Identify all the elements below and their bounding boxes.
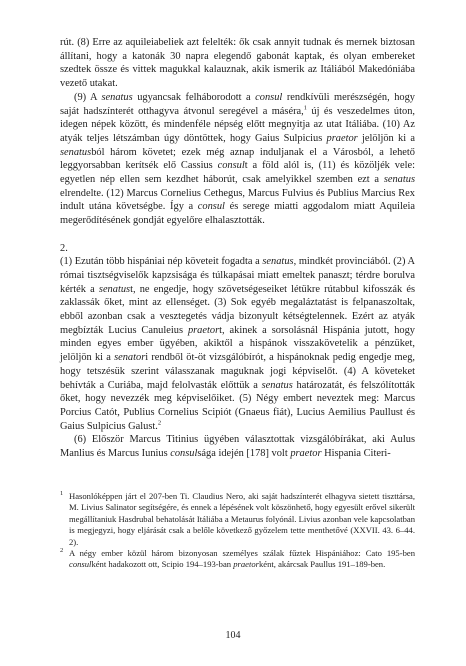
section-gap bbox=[60, 228, 415, 242]
footnote-text: A négy ember közül három bizonyosan személyes szálak fűztek Hispániához: Cato 195-ben consulként hadakozott ott, Scipio 194–193-ban praetorként, akárcsak Paullus 191–189-ben. bbox=[69, 548, 415, 570]
italic-term: consul bbox=[197, 201, 225, 213]
italic-term: senator bbox=[114, 352, 146, 364]
main-text bbox=[60, 36, 415, 461]
footnote-1 bbox=[60, 491, 415, 548]
paragraph-4: (6) Először Marcus Titinius ügyében választottak vizsgálóbírákat, aki Aulus Manlius és Marcus Iunius consulsága idején [178] volt praetor Hispania Citeri- bbox=[60, 434, 415, 460]
footnote-2 bbox=[60, 548, 415, 571]
paragraph-2: (9) A senatus ugyancsak felháborodott a consul rendkívüli merészségén, hogy saját hadszínterét otthagyva átvonul seregével a máséra,$^1$ új és veszedelmes úton, idegen népek között, és mindenféle népség előtt megnyitja az utat Itáliába. (10) Az atyák teljes létszámban úgy döntöttek, hogy Gaius Sulpicius praetor jelöljön ki a senatusból három követet; ezek még aznap induljanak el a Városból, a lehető leggyorsabban kerítsék elő Cassius consult a föld alól is, (11) és közöljék vele: egyetlen nép ellen sem kezdhet háborút, csak amelyikkel szemben ezt a senatus elrendelte. (12) Marcus Cornelius Cethegus, Marcus Fulvius és Publius Marcius Rex indult utána követségbe. Így a consul és serege miatti aggodalom miatt Aquileia megerődítésének gondját egyelőre elhalasztották. bbox=[60, 91, 416, 227]
italic-term: senatus bbox=[383, 174, 415, 186]
footnote-ref: 1 bbox=[303, 104, 307, 112]
footnote-text: Hasonlóképpen járt el 207-ben Ti. Claudius Nero, aki saját hadszínterét elhagyva sietett tiszttársa, M. Livius Salinator segítségére, és ennek a lépésének volt köszönhető, hogy egyesült erővel sikerült megállítaniuk Hasdrubal behatolását Itáliába a Metaurus folyónál. Livius azonban vele kapcsolatban is megjegyzi, hogy eljárását csak a belőle következő győzelem tette menthetővé (XXVII. 43. 6–44. 2). bbox=[69, 491, 415, 547]
footnote-marker: 2 bbox=[60, 547, 64, 555]
italic-term: senatus bbox=[101, 91, 133, 103]
italic-term: senatus bbox=[98, 283, 131, 295]
italic-term: praetor bbox=[233, 559, 259, 570]
section-number: 2. bbox=[60, 242, 68, 254]
italic-term: praetor bbox=[290, 448, 322, 460]
page-number: 104 bbox=[225, 630, 241, 641]
footnotes bbox=[60, 491, 415, 571]
italic-term: consul bbox=[255, 91, 283, 103]
paragraph-1: rút. (8) Erre az aquileiabeliek azt felelték: ők csak annyit tudnak és mernek biztosan állítani, hogy a katonák 30 napra elegendő gabonát kaptak, és olyan embereket szedtek össze és vittek magukkal kalauznak, akik ismerik az Itáliából Makedóniába vezető utakat. bbox=[60, 37, 415, 90]
italic-term: senatus bbox=[261, 379, 293, 391]
italic-term: praetor bbox=[187, 324, 220, 336]
italic-term: senatus bbox=[262, 256, 294, 268]
italic-term: senatus bbox=[60, 146, 92, 158]
italic-term: consul bbox=[217, 160, 245, 172]
italic-term: praetor bbox=[326, 132, 358, 144]
footnote-marker: 1 bbox=[60, 490, 64, 498]
footnote-ref: 2 bbox=[157, 419, 162, 427]
paragraph-3: (1) Ezután több hispániai nép követeit fogadta a senatus, mindkét provinciából. (2) A római tisztségviselők kapzsisága és túlkapásai miatt emeltek panaszt; térdre borulva kérték a senatust, ne engedje, hogy szövetségeseiket létükre rútabbul kifosszák és zaklassák őket, mint az ellenséget. (3) Sok egyéb megaláztatást is felpanaszoltak, ebből azonban csak a vesztegetés vádja bizonyult kétségtelennek. Ezért az atyák megbízták Lucius Canuleius praetort, akinek a sorsolásnál Hispánia jutott, hogy minden egyes ember ügyében, akiktől a hispánok visszakövetelik a pénzüket, jelöljön ki a senatori rendből öt-öt vizsgálóbírót, a hispánoknak pedig engedje meg, hogy tetszésük szerint válasszanak maguknak jogi képviselőt. (4) A követeket behívták a Curiába, majd felolvasták előttük a senatus határozatát, és felszólították őket, hogy nevezzék meg képviselőiket. (5) Négy embert neveztek meg: Marcus Porcius Catót, Publius Cornelius Scipiót (Gnaeus fiát), Lucius Aemilius Paullust és Gaius Sulpicius Galust.$^2$ bbox=[60, 256, 415, 432]
italic-term: consul bbox=[69, 559, 92, 570]
italic-term: consul bbox=[170, 448, 198, 460]
